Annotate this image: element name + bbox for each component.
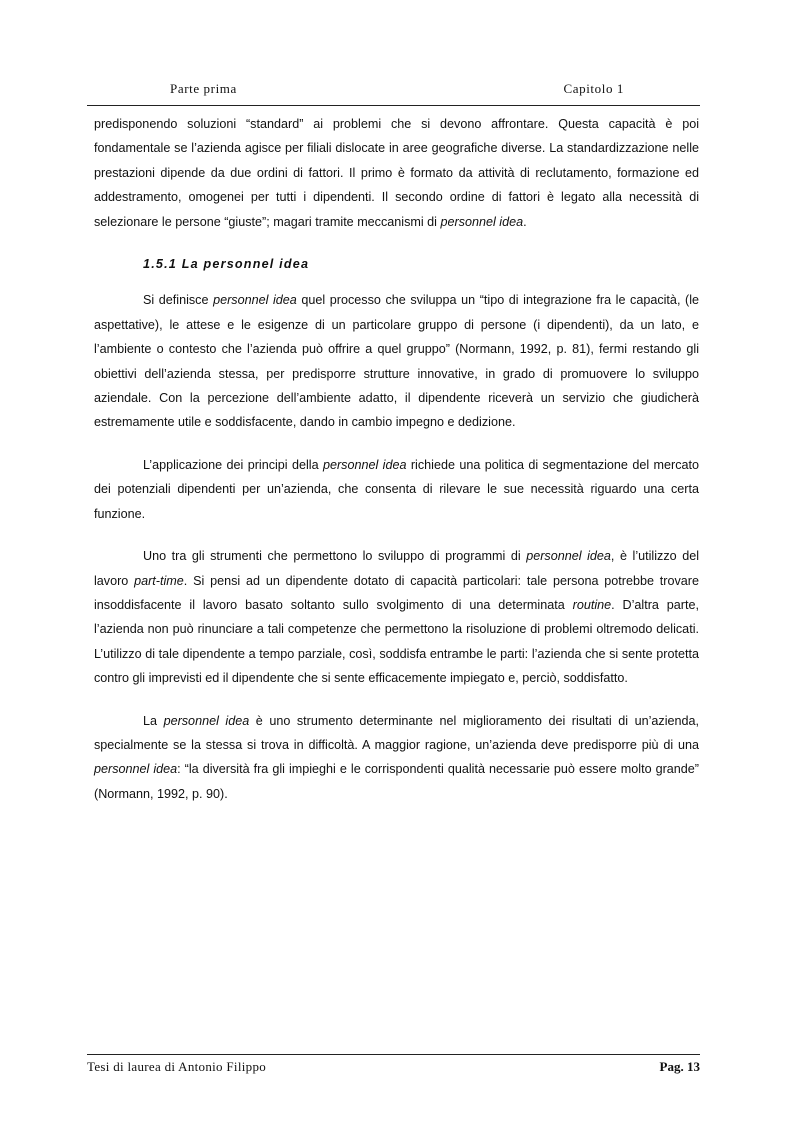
text-run: . D’altra parte, l’azienda non può rinunciare a tali competenze che permettono la risoluzione di problemi oltremodo delicati. L’utilizzo di tale dipendente a tempo parziale, così, soddisfa entrambe le parti: l’azienda che si sente protetta contro gli imprevisti ed il dipendente che si sente efficacemente impiegato e, perciò, soddisfatto. xyxy=(94,597,700,686)
text-run: quel processo che sviluppa un “tipo di integrazione fra le capacità, (le aspettative), le attese e le esigenze di un particolare gruppo di persone (i dipendenti), da un lato, e l’ambiente o contesto che l’azienda può offrire a quel gruppo” (Normann, 1992, p. 81), fermi restando gli obiettivi dell’azienda stessa, per predisporre strutture innovative, in grado di promuovere lo sviluppo aziendale. Con la percezione dell’ambiente adatto, il dipendente riceverà un servizio che giudicherà estremamente utile e soddisfacente, dando in cambio impegno e dedizione. xyxy=(94,293,700,430)
page-footer xyxy=(87,1054,700,1079)
text-run: La xyxy=(143,713,164,728)
text-run: . xyxy=(523,214,527,229)
footer-thesis-author: Tesi di laurea di Antonio Filippo xyxy=(87,1059,267,1074)
text-run: : “la diversità fra gli impieghi e le corrispondenti qualità necessarie può essere molto grande” (Normann, 1992, p. 90). xyxy=(94,762,700,801)
text-run: L’applicazione dei principi della xyxy=(143,457,323,472)
text-run: richiede una politica di segmentazione del mercato dei potenziali dipendenti per un’azienda, che consenta di rilevare le sue necessità riguardo una certa funzione. xyxy=(94,457,699,521)
text-run: . Si pensi ad un dipendente dotato di capacità particolari: tale persona potrebbe trovare insoddisfacente il lavoro basato soltanto sullo svolgimento di una determinata xyxy=(94,573,699,612)
paragraph-definition xyxy=(94,288,699,434)
paragraph-tools xyxy=(94,544,699,690)
paragraph-continued xyxy=(94,112,699,234)
italic-term: personnel idea xyxy=(526,549,611,564)
italic-term: personnel idea xyxy=(440,214,524,229)
text-run: predisponendo soluzioni “standard” ai problemi che si devono affrontare. Questa capacità è poi fondamentale se l’azienda agisce per filiali dislocate in aree geografiche diverse. La standardizzazione nelle prestazioni dipende da due ordini di fattori. Il primo è formato da attività di reclutamento, formazione ed addestramento, omogenei per tutti i dipendenti. Il secondo ordine di fattori è legato alla necessità di selezionare le persone “giuste”; magari tramite meccanismi di xyxy=(94,117,699,229)
italic-term: routine xyxy=(572,597,612,612)
italic-term: part-time xyxy=(134,573,184,588)
section-heading: 1.5.1 La personnel idea xyxy=(143,257,310,272)
header-part-label: Parte prima xyxy=(170,81,237,96)
italic-term: personnel idea xyxy=(163,713,250,728)
text-run: è uno strumento determinante nel miglioramento dei risultati di un’azienda, specialmente se la stessa si trova in difficoltà. A maggior ragione, un’azienda deve predisporre più di una xyxy=(94,713,700,752)
paragraph-application xyxy=(94,453,699,526)
italic-term: personnel idea xyxy=(94,762,178,777)
text-run: , è l’utilizzo del lavoro xyxy=(94,549,699,588)
page-number: Pag. 13 xyxy=(659,1059,700,1074)
text-run: Uno tra gli strumenti che permettono lo sviluppo di programmi di xyxy=(143,549,527,564)
page-body xyxy=(94,112,699,824)
running-header xyxy=(87,79,700,106)
header-chapter-label: Capitolo 1 xyxy=(563,81,624,96)
italic-term: personnel idea xyxy=(213,293,297,308)
italic-term: personnel idea xyxy=(322,457,407,472)
paragraph-conclusion xyxy=(94,709,699,807)
text-run: Si definisce xyxy=(143,293,214,308)
